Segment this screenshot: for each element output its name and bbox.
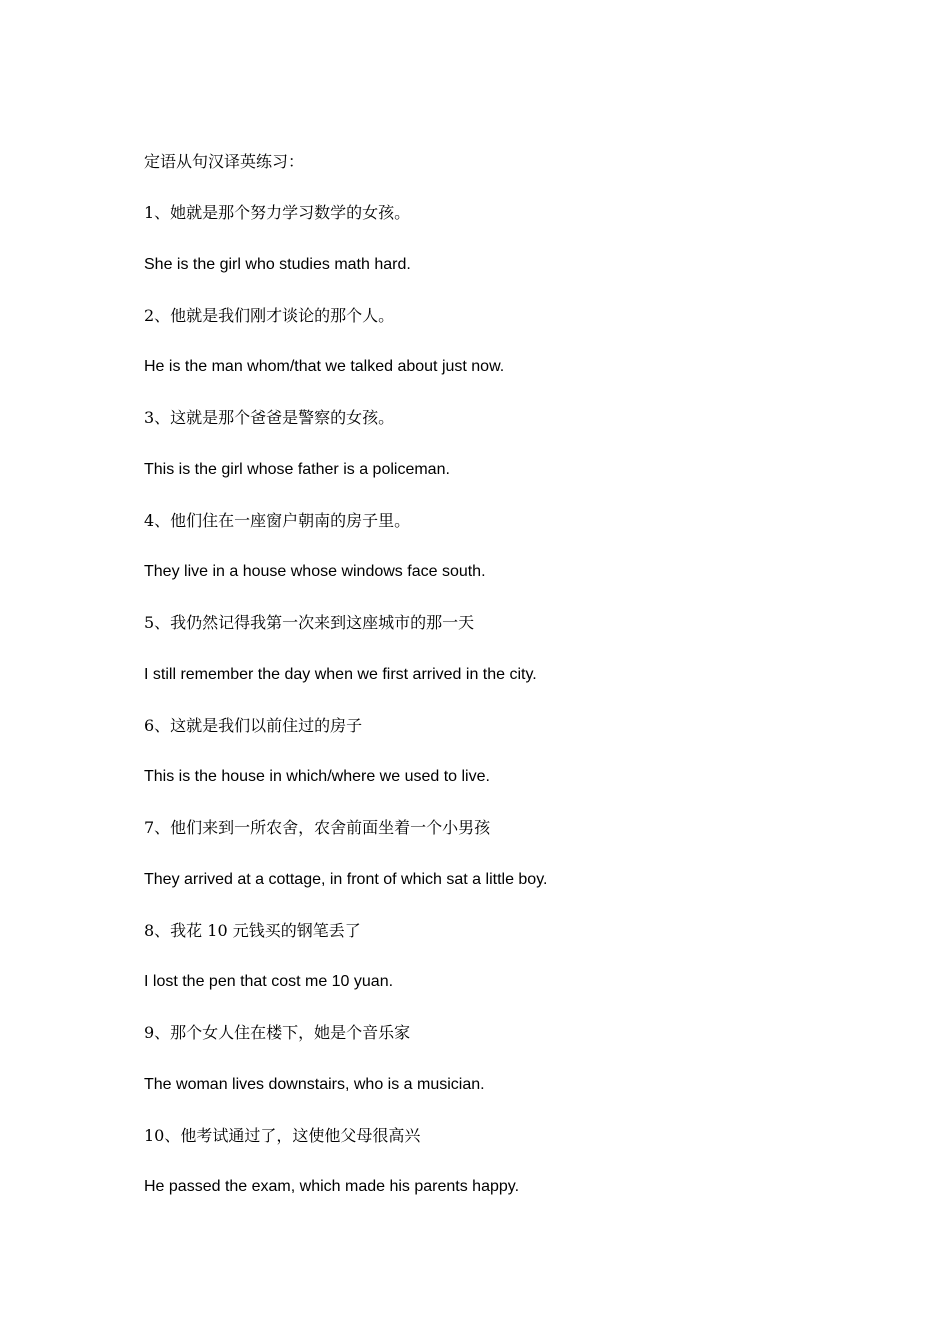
question-4: 4、他们住在一座窗户朝南的房子里。: [144, 511, 411, 530]
answer-4: They live in a house whose windows face south.: [144, 563, 486, 580]
answer-3: This is the girl whose father is a policeman.: [144, 461, 450, 478]
question-9: 9、那个女人住在楼下，她是个音乐家: [144, 1023, 411, 1042]
answer-10: He passed the exam, which made his parents happy.: [144, 1178, 520, 1195]
document-title: 定语从句汉译英练习：: [144, 152, 305, 171]
question-2: 2、他就是我们刚才谈论的那个人。: [144, 306, 395, 325]
question-3: 3、这就是那个爸爸是警察的女孩。: [144, 408, 395, 427]
question-8: 8、我花 10 元钱买的钢笔丢了: [144, 921, 361, 940]
answer-6: This is the house in which/where we used to live.: [144, 768, 490, 785]
answer-1: She is the girl who studies math hard.: [144, 256, 411, 273]
answer-9: The woman lives downstairs, who is a musician.: [144, 1076, 485, 1093]
question-1: 1、她就是那个努力学习数学的女孩。: [144, 203, 411, 222]
answer-8: I lost the pen that cost me 10 yuan.: [144, 973, 394, 990]
answer-5: I still remember the day when we first arrived in the city.: [144, 666, 537, 683]
question-6: 6、这就是我们以前住过的房子: [144, 716, 363, 735]
question-7: 7、他们来到一所农舍，农舍前面坐着一个小男孩: [144, 818, 491, 837]
answer-7: They arrived at a cottage, in front of which sat a little boy.: [144, 871, 548, 888]
answer-2: He is the man whom/that we talked about just now.: [144, 358, 505, 375]
question-5: 5、我仍然记得我第一次来到这座城市的那一天: [144, 613, 475, 632]
question-10: 10、他考试通过了，这使他父母很高兴: [144, 1126, 421, 1145]
